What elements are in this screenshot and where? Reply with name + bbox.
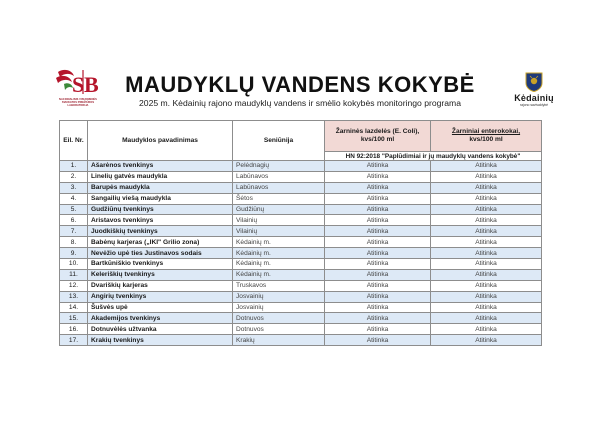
cell-ecoli-result: Atitinka xyxy=(325,291,431,302)
cell-nr: 5. xyxy=(60,204,88,215)
cell-enterococci-result: Atitinka xyxy=(431,324,542,335)
page-subtitle: 2025 m. Kėdainių rajono maudyklų vandens ir smėlio kokybės monitoringo programa xyxy=(139,98,461,108)
cell-name: Angirių tvenkinys xyxy=(88,291,233,302)
cell-name: Akademijos tvenkinys xyxy=(88,313,233,324)
cell-name: Linelių gatvės maudykla xyxy=(88,171,233,182)
table-row xyxy=(60,204,542,215)
cell-nr: 4. xyxy=(60,193,88,204)
cell-ecoli-result: Atitinka xyxy=(325,302,431,313)
cell-enterococci-result: Atitinka xyxy=(431,182,542,193)
kedainiai-logo xyxy=(510,72,558,112)
cell-nr: 16. xyxy=(60,324,88,335)
cell-name: Šušvės upė xyxy=(88,302,233,313)
col-header-enterococci xyxy=(431,121,542,152)
cell-name: Keleriškių tvenkinys xyxy=(88,269,233,280)
kedainiai-coat-of-arms-icon xyxy=(525,72,543,92)
table-row xyxy=(60,248,542,259)
cell-seniunija: Labūnavos xyxy=(233,182,325,193)
cell-seniunija: Gudžiūnų xyxy=(233,204,325,215)
cell-ecoli-result: Atitinka xyxy=(325,182,431,193)
col-header-ecoli xyxy=(325,121,431,152)
kedainiai-logo-subtitle: rajono savivaldybė xyxy=(519,103,549,107)
cell-name: Nevėžio upė ties Justinavos sodais xyxy=(88,248,233,259)
water-quality-table xyxy=(59,120,542,346)
table-row xyxy=(60,171,542,182)
cell-ecoli-result: Atitinka xyxy=(325,280,431,291)
cell-nr: 9. xyxy=(60,248,88,259)
cell-nr: 7. xyxy=(60,226,88,237)
cell-enterococci-result: Atitinka xyxy=(431,291,542,302)
cell-nr: 3. xyxy=(60,182,88,193)
col-header-ecoli-line2: kvs/100 ml xyxy=(360,136,395,143)
cell-seniunija: Kėdainių m. xyxy=(233,259,325,270)
kedainiai-logo-town: Kėdainių xyxy=(514,93,554,103)
cell-ecoli-result: Atitinka xyxy=(325,193,431,204)
cell-seniunija: Kėdainių m. xyxy=(233,237,325,248)
cell-ecoli-result: Atitinka xyxy=(325,324,431,335)
cell-enterococci-result: Atitinka xyxy=(431,204,542,215)
cell-name: Bartkūniškio tvenkinys xyxy=(88,259,233,270)
cell-nr: 10. xyxy=(60,259,88,270)
cell-enterococci-result: Atitinka xyxy=(431,302,542,313)
cell-seniunija: Labūnavos xyxy=(233,171,325,182)
cell-ecoli-result: Atitinka xyxy=(325,215,431,226)
cell-nr: 2. xyxy=(60,171,88,182)
cell-name: Dotnuvėlės užtvanka xyxy=(88,324,233,335)
page-title: MAUDYKLŲ VANDENS KOKYBĖ xyxy=(125,72,475,97)
cell-name: Sangailių viešą maudykla xyxy=(88,193,233,204)
table-row xyxy=(60,313,542,324)
cell-ecoli-result: Atitinka xyxy=(325,237,431,248)
cell-nr: 12. xyxy=(60,280,88,291)
cell-name: Dvariškių karjeras xyxy=(88,280,233,291)
cell-seniunija: Pelėdnagių xyxy=(233,161,325,172)
cell-seniunija: Vilainių xyxy=(233,226,325,237)
cell-ecoli-result: Atitinka xyxy=(325,248,431,259)
cell-ecoli-result: Atitinka xyxy=(325,226,431,237)
cell-seniunija: Dotnuvos xyxy=(233,324,325,335)
cell-nr: 13. xyxy=(60,291,88,302)
cell-ecoli-result: Atitinka xyxy=(325,171,431,182)
cell-nr: 14. xyxy=(60,302,88,313)
cell-nr: 8. xyxy=(60,237,88,248)
cell-ecoli-result: Atitinka xyxy=(325,313,431,324)
nvspl-logo-caption: NACIONALINIS VISUOMENĖS SVEIKATOS PRIEŽIŪROS LABORATORIJA xyxy=(59,98,97,107)
cell-nr: 15. xyxy=(60,313,88,324)
svg-text:B: B xyxy=(84,72,99,97)
cell-seniunija: Šėtos xyxy=(233,193,325,204)
table-row xyxy=(60,335,542,346)
cell-ecoli-result: Atitinka xyxy=(325,161,431,172)
cell-name: Juodkiškių tvenkinys xyxy=(88,226,233,237)
cell-enterococci-result: Atitinka xyxy=(431,226,542,237)
cell-seniunija: Josvainių xyxy=(233,302,325,313)
table-row xyxy=(60,269,542,280)
table-row xyxy=(60,226,542,237)
cell-enterococci-result: Atitinka xyxy=(431,269,542,280)
cell-enterococci-result: Atitinka xyxy=(431,259,542,270)
cell-seniunija: Kėdainių m. xyxy=(233,248,325,259)
cell-enterococci-result: Atitinka xyxy=(431,248,542,259)
cell-name: Krakių tvenkinys xyxy=(88,335,233,346)
cell-ecoli-result: Atitinka xyxy=(325,204,431,215)
cell-enterococci-result: Atitinka xyxy=(431,215,542,226)
cell-name: Barupės maudykla xyxy=(88,182,233,193)
norm-header: HN 92:2018 "Paplūdimiai ir jų maudyklų vandens kokybė" xyxy=(325,152,542,161)
cell-name: Gudžiūnų tvenkinys xyxy=(88,204,233,215)
svg-text:S: S xyxy=(72,72,85,97)
table-row xyxy=(60,291,542,302)
cell-ecoli-result: Atitinka xyxy=(325,269,431,280)
table-row xyxy=(60,280,542,291)
table-row xyxy=(60,259,542,270)
cell-seniunija: Vilainių xyxy=(233,215,325,226)
cell-ecoli-result: Atitinka xyxy=(325,335,431,346)
table-row xyxy=(60,193,542,204)
table-row xyxy=(60,302,542,313)
cell-ecoli-result: Atitinka xyxy=(325,259,431,270)
col-header-seniunija: Seniūnija xyxy=(233,121,325,161)
table-row xyxy=(60,324,542,335)
table-row xyxy=(60,161,542,172)
cell-enterococci-result: Atitinka xyxy=(431,237,542,248)
cell-enterococci-result: Atitinka xyxy=(431,171,542,182)
cell-nr: 11. xyxy=(60,269,88,280)
col-header-ecoli-line1: Žarninės lazdelės (E. Coli), xyxy=(335,128,420,135)
cell-seniunija: Krakių xyxy=(233,335,325,346)
table-row xyxy=(60,215,542,226)
cell-seniunija: Kėdainių m. xyxy=(233,269,325,280)
cell-nr: 6. xyxy=(60,215,88,226)
table-row xyxy=(60,237,542,248)
cell-enterococci-result: Atitinka xyxy=(431,335,542,346)
cell-nr: 1. xyxy=(60,161,88,172)
cell-enterococci-result: Atitinka xyxy=(431,161,542,172)
table-row xyxy=(60,182,542,193)
cell-seniunija: Dotnuvos xyxy=(233,313,325,324)
col-header-enterococci-line1: Žarniniai enterokokai, xyxy=(451,128,521,135)
cell-nr: 17. xyxy=(60,335,88,346)
col-header-nr: Eil. Nr. xyxy=(60,121,88,161)
cell-enterococci-result: Atitinka xyxy=(431,313,542,324)
cell-name: Ašarėnos tvenkinys xyxy=(88,161,233,172)
col-header-enterococci-line2: kvs/100 ml xyxy=(469,136,503,143)
cell-enterococci-result: Atitinka xyxy=(431,280,542,291)
col-header-name: Maudyklos pavadinimas xyxy=(88,121,233,161)
cell-name: Babėnų karjeras („IKI" Grilio zona) xyxy=(88,237,233,248)
cell-enterococci-result: Atitinka xyxy=(431,193,542,204)
cell-seniunija: Josvainių xyxy=(233,291,325,302)
cell-seniunija: Truskavos xyxy=(233,280,325,291)
cell-name: Aristavos tvenkinys xyxy=(88,215,233,226)
